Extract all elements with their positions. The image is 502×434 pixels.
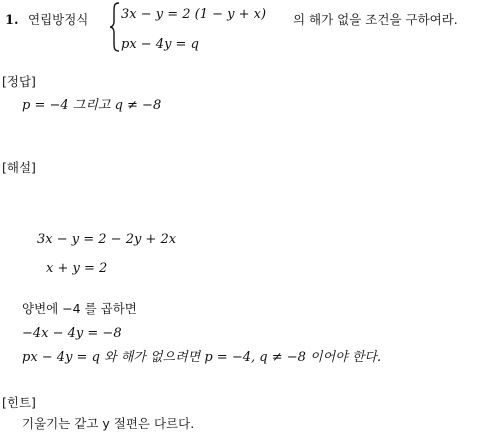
equation-2: px − 4y = q <box>121 37 199 52</box>
explanation-header: [해설] <box>2 160 36 175</box>
equation-1: 3x − y = 2 (1 − y + x) <box>121 7 267 22</box>
hint-header: [힌트] <box>2 395 36 410</box>
answer-text: p = −4 그리고 q ≠ −8 <box>22 98 162 113</box>
explanation-step-5: px − 4y = q 와 해가 없으려면 p = −4, q ≠ −8 이어야 한다. <box>22 350 382 365</box>
explanation-step-3: 양변에 −4 를 곱하면 <box>22 301 137 316</box>
hint-text: 기울기는 같고 y 절편은 다르다. <box>22 416 195 431</box>
system-brace <box>109 2 121 52</box>
explanation-step-4: −4x − 4y = −8 <box>22 326 122 341</box>
answer-header: [정답] <box>2 74 36 89</box>
problem-tail: 의 해가 없을 조건을 구하여라. <box>293 12 458 27</box>
explanation-step-2: x + y = 2 <box>46 261 108 276</box>
problem-lead: 연립방정식 <box>28 12 89 27</box>
problem-number: 1. <box>5 13 19 28</box>
explanation-step-1: 3x − y = 2 − 2y + 2x <box>37 232 177 247</box>
